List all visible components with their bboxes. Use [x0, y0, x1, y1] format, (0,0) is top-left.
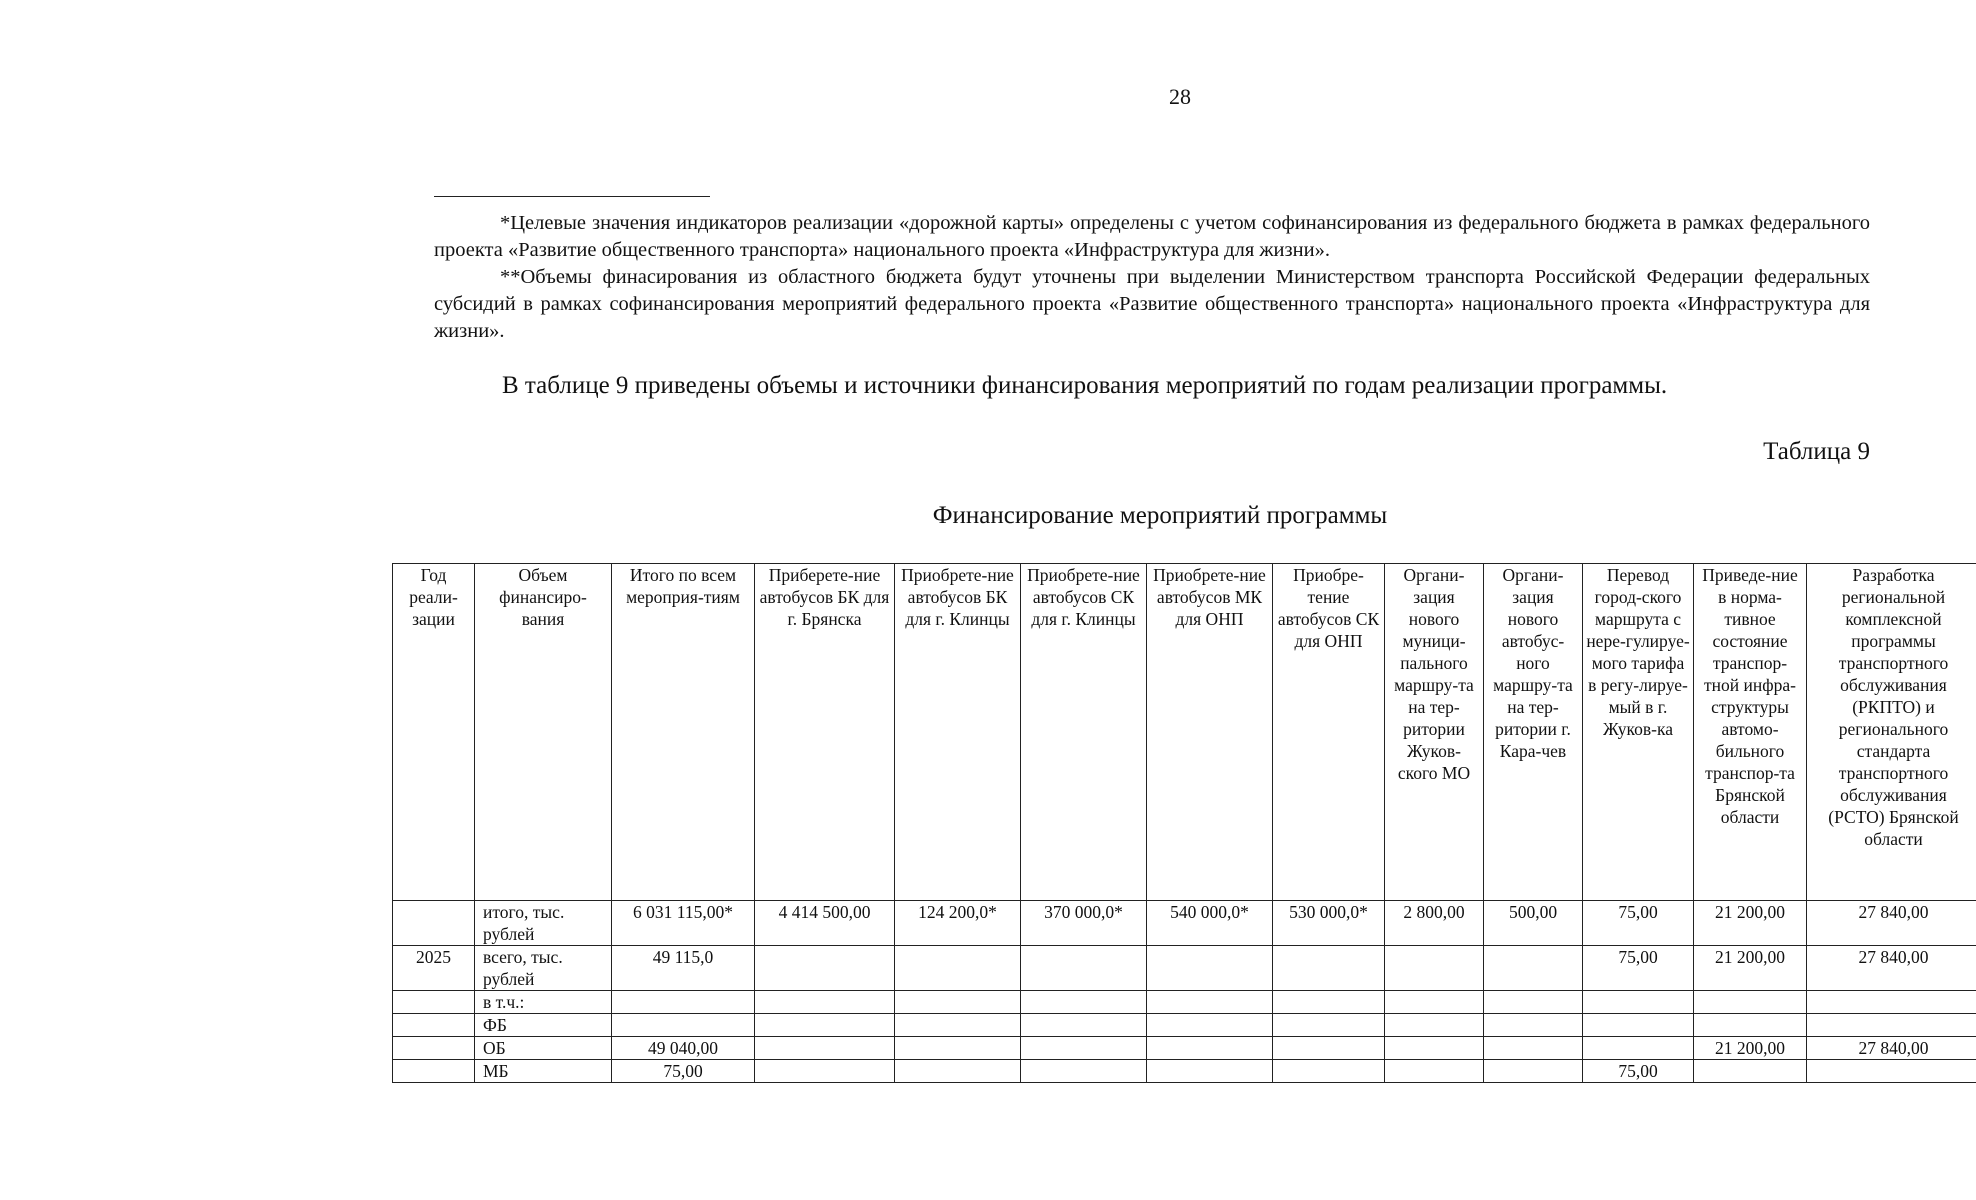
table-cell	[1385, 1060, 1484, 1083]
table-row	[393, 1060, 1976, 1083]
header-tariff-zhukovka: Перевод город-ского маршрута с нере-гулируе-мого тарифа в регу-лируе-мый в г. Жуков-ка	[1583, 564, 1694, 901]
table-cell	[1583, 1037, 1694, 1060]
table-cell: 6 031 115,00*	[612, 901, 755, 946]
table-cell	[1694, 1060, 1807, 1083]
table-cell: всего, тыс. рублей	[475, 946, 612, 991]
table-cell	[1385, 1037, 1484, 1060]
table-cell	[1583, 991, 1694, 1014]
table-row	[393, 991, 1976, 1014]
table-cell	[1484, 1037, 1583, 1060]
table-cell: 49 115,0	[612, 946, 755, 991]
table-cell: 21 200,00	[1694, 946, 1807, 991]
table-cell: 75,00	[1583, 1060, 1694, 1083]
table-cell: 75,00	[612, 1060, 755, 1083]
table-cell: 27 840,00	[1807, 901, 1976, 946]
table-header-row	[393, 564, 1976, 901]
table-cell	[1147, 946, 1273, 991]
table-label: Таблица 9	[1763, 438, 1870, 465]
header-bus-sk-onp: Приобре-тение автобусов СК для ОНП	[1273, 564, 1385, 901]
footnote-divider	[434, 196, 710, 197]
table-cell: ОБ	[475, 1037, 612, 1060]
table-cell	[1807, 1014, 1976, 1037]
table-cell	[1147, 1060, 1273, 1083]
table-cell: 124 200,0*	[895, 901, 1021, 946]
table-cell: 75,00	[1583, 946, 1694, 991]
header-route-karachev: Органи-зация нового автобус-ного маршру-та на тер-ритории г. Кара-чев	[1484, 564, 1583, 901]
header-infrastructure: Приведе-ние в норма-тивное состояние транспор-тной инфра-структуры автомо-бильного транспор-та Брянской области	[1694, 564, 1807, 901]
table-cell	[1147, 991, 1273, 1014]
table-cell: 500,00	[1484, 901, 1583, 946]
table-cell	[1147, 1037, 1273, 1060]
table-cell	[1484, 1014, 1583, 1037]
header-bus-bk-klintsy: Приобрете-ние автобусов БК для г. Клинцы	[895, 564, 1021, 901]
table-cell	[755, 1037, 895, 1060]
financing-table	[392, 563, 1976, 1083]
table-cell	[1273, 1037, 1385, 1060]
table-cell	[895, 1037, 1021, 1060]
table-cell	[1273, 946, 1385, 991]
table-cell	[612, 991, 755, 1014]
table-cell: 75,00	[1583, 901, 1694, 946]
table-cell: 49 040,00	[612, 1037, 755, 1060]
table-cell	[1021, 1060, 1147, 1083]
header-bus-sk-klintsy: Приобрете-ние автобусов СК для г. Клинцы	[1021, 564, 1147, 901]
table-cell	[755, 946, 895, 991]
header-bus-bk-bryansk: Приберете-ние автобусов БК для г. Брянска	[755, 564, 895, 901]
table-cell: 540 000,0*	[1147, 901, 1273, 946]
table-cell	[755, 1060, 895, 1083]
table-cell	[1021, 991, 1147, 1014]
header-rkpto-rsto: Разработка региональной комплексной программы транспортного обслуживания (РКПТО) и регионального стандарта транспортного обслуживания (РСТО) Брянской области	[1807, 564, 1976, 901]
page-number: 28	[1169, 84, 1191, 109]
table-cell: 27 840,00	[1807, 946, 1976, 991]
header-total: Итого по всем мероприя-тиям	[612, 564, 755, 901]
table-cell	[1385, 991, 1484, 1014]
table-cell	[1583, 1014, 1694, 1037]
table-cell: 27 840,00	[1807, 1037, 1976, 1060]
footnote-1: *Целевые значения индикаторов реализации «дорожной карты» определены с учетом софинансирования из федерального бюджета в рамках федерального проекта «Развитие общественного транспорта» национального проекта «Инфраструктура для жизни».	[434, 212, 1870, 261]
table-cell	[1807, 991, 1976, 1014]
table-cell	[1021, 1037, 1147, 1060]
table-cell	[755, 991, 895, 1014]
table-cell	[393, 991, 475, 1014]
table-cell	[393, 1060, 475, 1083]
table-cell	[1021, 946, 1147, 991]
table-row	[393, 946, 1976, 991]
table-cell	[1484, 991, 1583, 1014]
table-cell	[1273, 1014, 1385, 1037]
table-cell	[393, 1037, 475, 1060]
table-cell	[393, 901, 475, 946]
table-cell: 530 000,0*	[1273, 901, 1385, 946]
header-bus-mk-onp: Приобрете-ние автобусов МК для ОНП	[1147, 564, 1273, 901]
table-cell	[755, 1014, 895, 1037]
table-cell	[895, 991, 1021, 1014]
table-cell	[1385, 946, 1484, 991]
table-cell: 21 200,00	[1694, 1037, 1807, 1060]
table-row	[393, 901, 1976, 946]
table-cell: в т.ч.:	[475, 991, 612, 1014]
table-cell	[1385, 1014, 1484, 1037]
table-cell: 21 200,00	[1694, 901, 1807, 946]
table-cell	[1273, 1060, 1385, 1083]
table-cell	[1484, 1060, 1583, 1083]
table-cell	[1021, 1014, 1147, 1037]
table-cell	[1694, 1014, 1807, 1037]
header-volume: Объем финансиро-вания	[475, 564, 612, 901]
intro-paragraph: В таблице 9 приведены объемы и источники финансирования мероприятий по годам реализации программы.	[502, 372, 1668, 399]
table-cell: 370 000,0*	[1021, 901, 1147, 946]
table-cell: ФБ	[475, 1014, 612, 1037]
table-cell	[895, 946, 1021, 991]
table-cell: 2025	[393, 946, 475, 991]
table-cell: итого, тыс. рублей	[475, 901, 612, 946]
table-row	[393, 1014, 1976, 1037]
footnote-2: **Объемы финасирования из областного бюджета будут уточнены при выделении Министерством транспорта Российской Федерации федеральных субсидий в рамках софинансирования мероприятий федерального проекта «Развитие общественного транспорта» национального проекта «Инфраструктура для жизни».	[434, 266, 1870, 342]
header-route-zhukovka-mo: Органи-зация нового муници-пального маршру-та на тер-ритории Жуков-ского МО	[1385, 564, 1484, 901]
table-cell	[1694, 991, 1807, 1014]
table-cell: 4 414 500,00	[755, 901, 895, 946]
table-row	[393, 1037, 1976, 1060]
table-cell	[1484, 946, 1583, 991]
table-cell	[895, 1060, 1021, 1083]
table-cell	[1807, 1060, 1976, 1083]
table-title: Финансирование мероприятий программы	[932, 502, 1388, 529]
table-cell	[1273, 991, 1385, 1014]
table-cell: 2 800,00	[1385, 901, 1484, 946]
table-cell	[895, 1014, 1021, 1037]
table-cell	[393, 1014, 475, 1037]
table-cell	[1147, 1014, 1273, 1037]
footnotes	[434, 210, 1870, 345]
table-cell: МБ	[475, 1060, 612, 1083]
header-year: Год реали-зации	[393, 564, 475, 901]
table-cell	[612, 1014, 755, 1037]
